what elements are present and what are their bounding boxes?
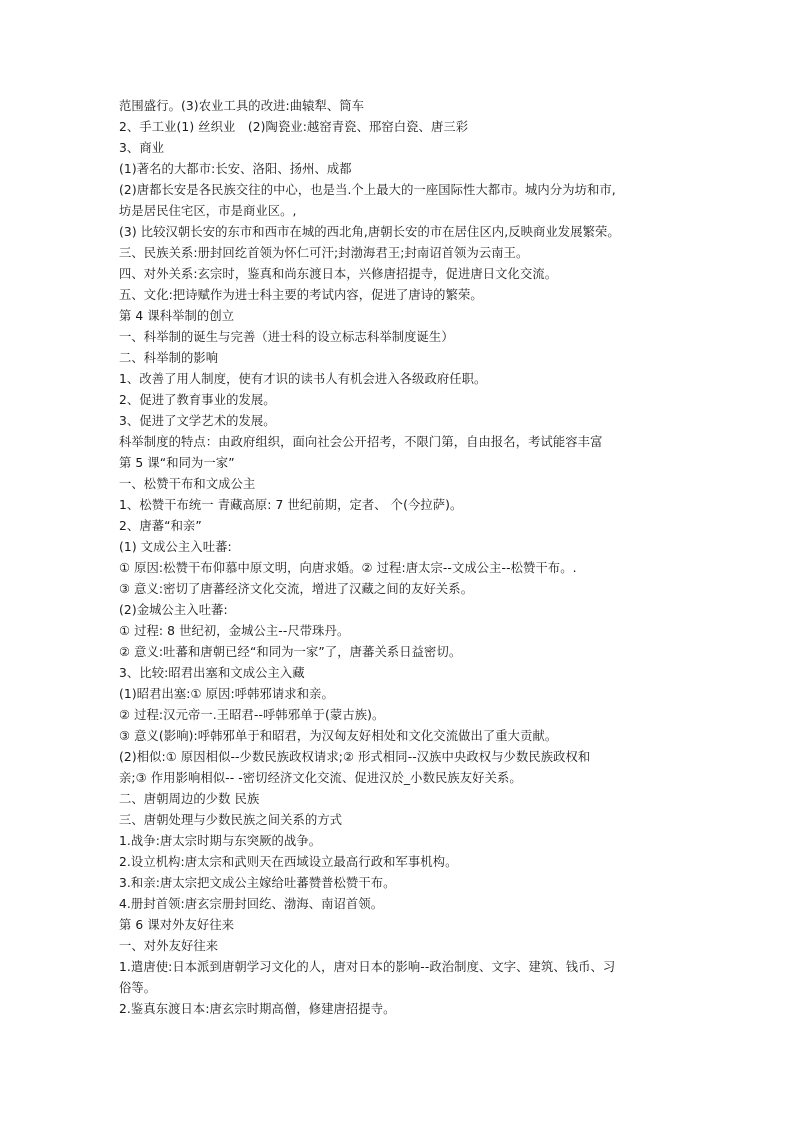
text-line: 3、商业 bbox=[119, 141, 165, 155]
text-line: 俗等。 bbox=[119, 981, 157, 995]
text-line: (2)相似:① 原因相似--少数民族政权请求;② 形式相同--汉族中央政权与少数民族政权和 bbox=[119, 750, 591, 764]
text-line: 一、对外友好往来 bbox=[119, 939, 219, 953]
text-line: ① 过程: 8 世纪初，金城公主--尺带珠丹。 bbox=[119, 624, 350, 638]
text-line: (1)昭君出塞:① 原因:呼韩邪请求和亲。 bbox=[119, 687, 334, 701]
text-line: 1.遣唐使:日本派到唐朝学习文化的人，唐对日本的影响--政治制度、文字、建筑、钱币、习 bbox=[119, 960, 616, 974]
text-line: 2、唐蕃“和亲” bbox=[119, 519, 202, 533]
text-line: ③ 意义:密切了唐蕃经济文化交流，增进了汉藏之间的友好关系。 bbox=[119, 582, 474, 596]
text-line: (2)唐都长安是各民族交往的中心，也是当.个上最大的一座国际性大都市。城内分为坊和市, bbox=[119, 183, 616, 197]
text-line: 一、科举制的诞生与完善（进士科的设立标志科举制度诞生） bbox=[119, 330, 454, 344]
text-line: 3.和亲:唐太宗把文成公主嫁给吐蕃赞普松赞干布。 bbox=[119, 876, 396, 890]
text-line: ② 意义:吐蕃和唐朝已经“和同为一家”了，唐蕃关系日益密切。 bbox=[119, 645, 462, 659]
lesson-heading: 第 5 课“和同为一家” bbox=[119, 456, 235, 470]
text-line: 坊是居民住宅区，市是商业区。, bbox=[119, 204, 297, 218]
text-line: 二、科举制的影响 bbox=[119, 351, 219, 365]
text-line: 三、民族关系:册封回纥首领为怀仁可汗;封渤海君王;封南诏首领为云南王。 bbox=[119, 246, 529, 260]
text-line: 三、唐朝处理与少数民族之间关系的方式 bbox=[119, 813, 343, 827]
text-line: (1) 文成公主入吐蕃: bbox=[119, 540, 232, 554]
text-line: ① 原因:松赞干布仰慕中原文明，向唐求婚。② 过程:唐太宗--文成公主--松赞干布。. bbox=[119, 561, 577, 575]
text-line: 范围盛行。(3)农业工具的改进:曲辕犁、筒车 bbox=[119, 99, 365, 113]
document-page bbox=[119, 96, 689, 1020]
text-line: 2.设立机构:唐太宗和武则天在西域设立最高行政和军事机构。 bbox=[119, 855, 458, 869]
text-line: 2、手工业(1) 丝织业 (2)陶瓷业:越窑青瓷、邢窑白瓷、唐三彩 bbox=[119, 120, 469, 134]
text-line: ③ 意义(影响):呼韩邪单于和昭君，为汉匈友好相处和文化交流做出了重大贡献。 bbox=[119, 729, 558, 743]
lesson-heading: 第 6 课对外友好往来 bbox=[119, 918, 235, 932]
text-line: 2、促进了教育事业的发展。 bbox=[119, 393, 276, 407]
text-line: 二、唐朝周边的少数 民族 bbox=[119, 792, 260, 806]
text-line: 五、文化:把诗赋作为进士科主要的考试内容，促进了唐诗的繁荣。 bbox=[119, 288, 483, 302]
text-line: 一、松赞干布和文成公主 bbox=[119, 477, 256, 491]
text-line: 科举制度的特点：由政府组织，面向社会公开招考，不限门第，自由报名，考试能容丰富 bbox=[119, 435, 603, 449]
text-line: 1、松赞干布统一 青藏高原: 7 世纪前期，定者、 个(今拉萨)。 bbox=[119, 498, 463, 512]
text-line: (2)金城公主入吐蕃: bbox=[119, 603, 228, 617]
text-line: (1)著名的大都市:长安、洛阳、扬州、成都 bbox=[119, 162, 352, 176]
text-line: (3) 比较汉朝长安的东市和西市在城的西北角,唐朝长安的市在居住区内,反映商业发展繁荣。 bbox=[119, 225, 620, 239]
lesson-heading: 第 4 课科举制的创立 bbox=[119, 309, 235, 323]
text-line: 3、促进了文学艺术的发展。 bbox=[119, 414, 276, 428]
text-line: 1、改善了用人制度，使有才识的读书人有机会进入各级政府任职。 bbox=[119, 372, 487, 386]
text-line: ② 过程:汉元帝一.王昭君--呼韩邪单于(蒙古族)。 bbox=[119, 708, 385, 722]
text-line: 1.战争:唐太宗时期与东突厥的战争。 bbox=[119, 834, 322, 848]
text-line: 3、比较:昭君出塞和文成公主入藏 bbox=[119, 666, 305, 680]
text-line: 四、对外关系:玄宗时，鉴真和尚东渡日本，兴修唐招提寺，促进唐日文化交流。 bbox=[119, 267, 558, 281]
text-line: 亲;③ 作用影响相似-- -密切经济文化交流、促进汉於_小数民族友好关系。 bbox=[119, 771, 522, 785]
text-line: 2.鉴真东渡日本:唐玄宗时期高僧，修建唐招提寺。 bbox=[119, 1002, 396, 1016]
text-line: 4.册封首领:唐玄宗册封回纥、渤海、南诏首领。 bbox=[119, 897, 384, 911]
